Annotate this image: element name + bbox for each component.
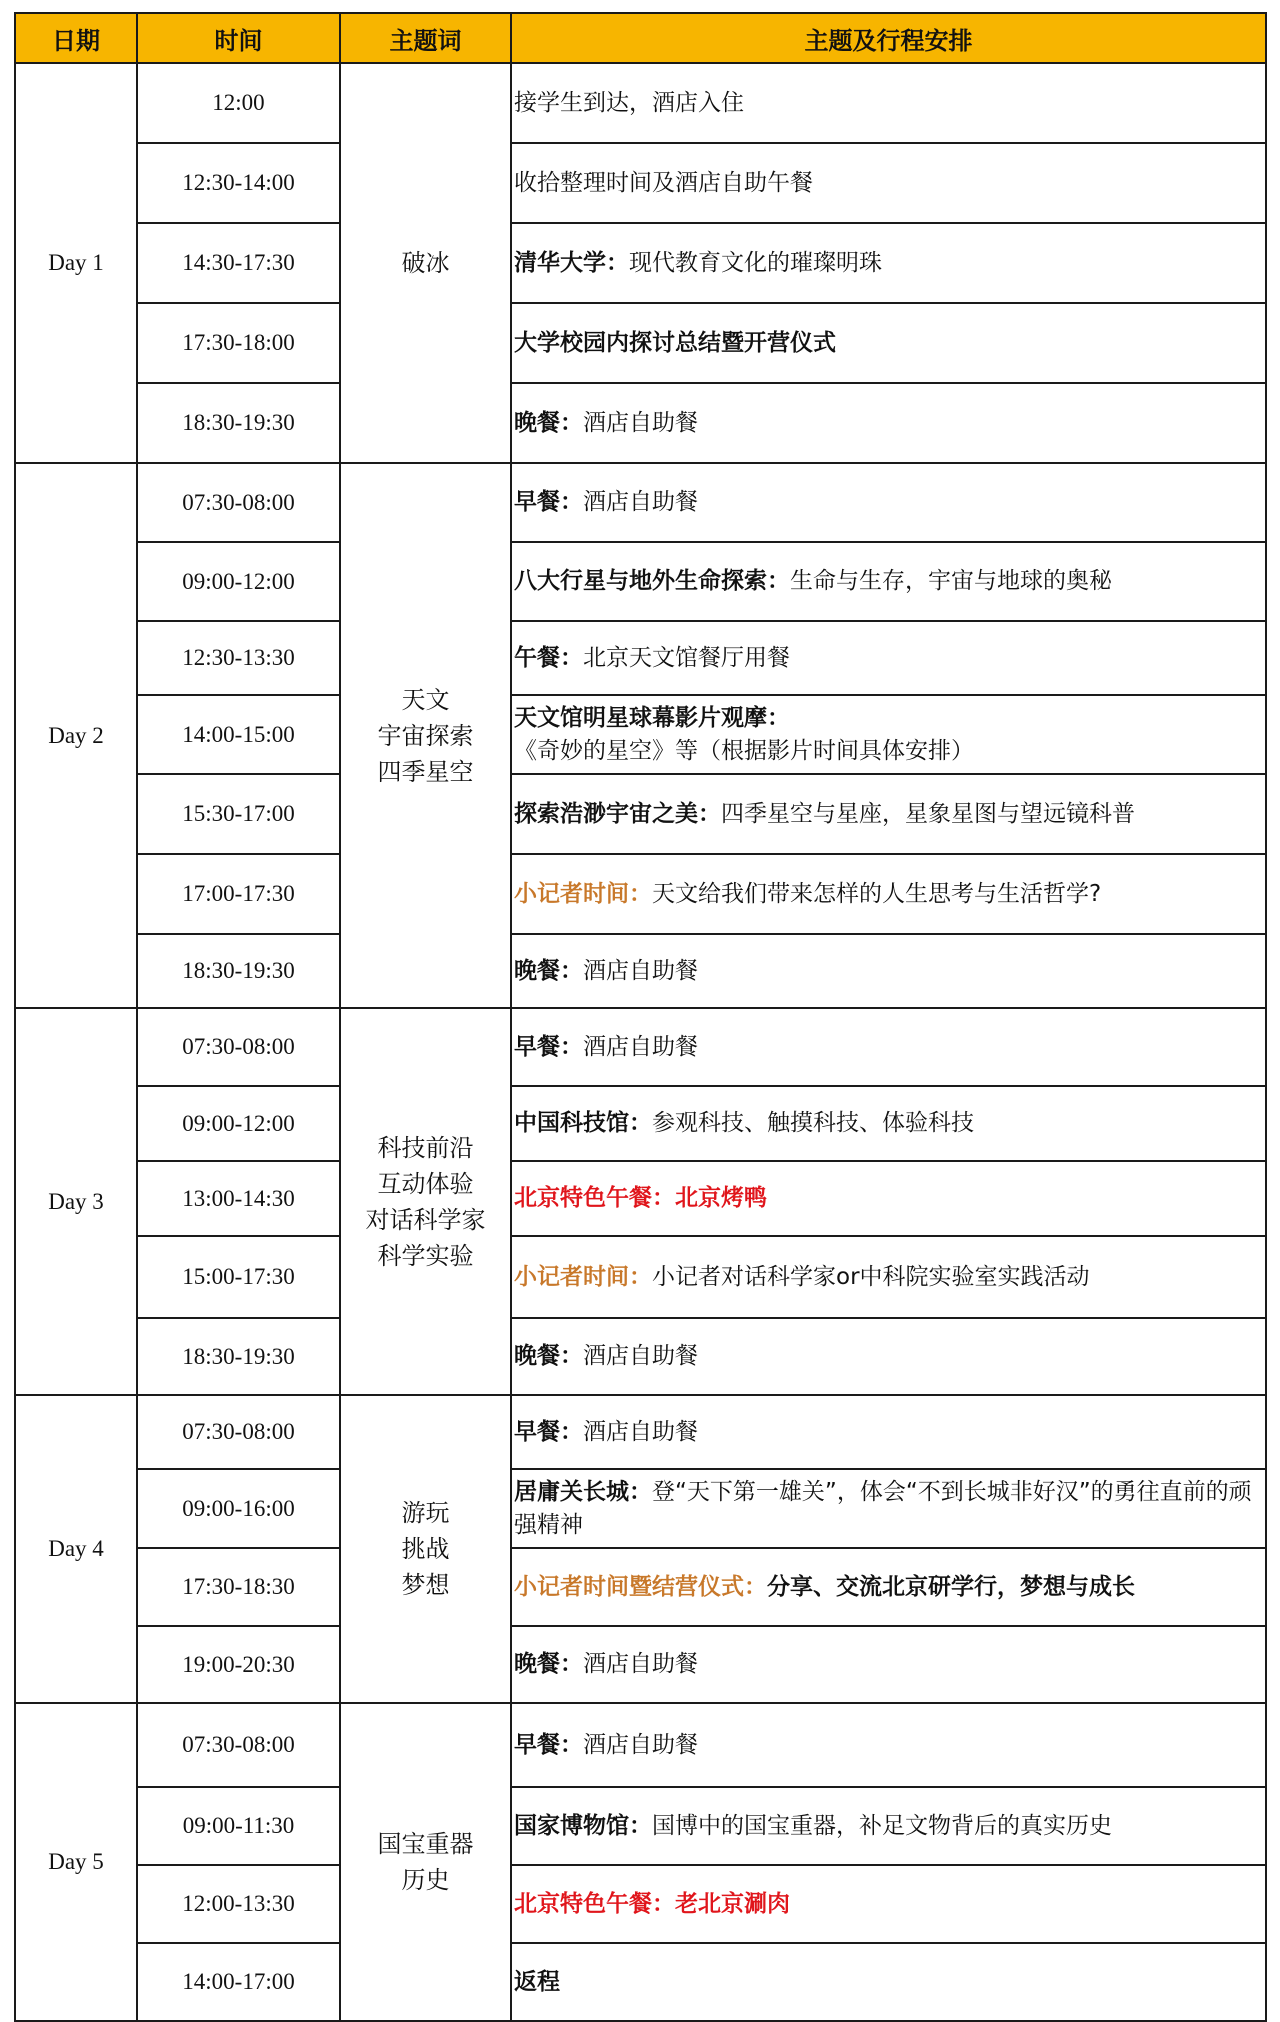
activity-label: 探索浩渺宇宙之美： <box>514 800 721 827</box>
time-cell: 13:00-14:30 <box>137 1161 340 1236</box>
activity-label: 北京特色午餐：老北京涮肉 <box>514 1890 790 1917</box>
activity-text: 酒店自助餐 <box>583 1731 698 1758</box>
time-cell: 07:30-08:00 <box>137 1395 340 1469</box>
table-row <box>15 1787 1266 1865</box>
activity-cell <box>511 1787 1266 1865</box>
activity-cell <box>511 695 1266 774</box>
header-theme: 主题词 <box>340 13 511 63</box>
table-row <box>15 1008 1266 1086</box>
table-row <box>15 1703 1266 1787</box>
activity-text: 酒店自助餐 <box>583 409 698 436</box>
time-cell: 09:00-12:00 <box>137 1086 340 1161</box>
activity-text: 四季星空与星座，星象星图与望远镜科普 <box>721 800 1135 827</box>
theme-line: 天文 <box>401 685 450 714</box>
activity-text: 北京天文馆餐厅用餐 <box>583 644 790 671</box>
schedule-table <box>14 12 1267 2022</box>
theme-line: 科技前沿 <box>377 1133 474 1162</box>
activity-cell <box>511 1703 1266 1787</box>
theme-line: 挑战 <box>401 1535 450 1563</box>
activity-cell <box>511 223 1266 303</box>
header-plan: 主题及行程安排 <box>511 13 1266 63</box>
activity-cell <box>511 1318 1266 1395</box>
theme-cell <box>340 1008 511 1395</box>
time-cell: 09:00-16:00 <box>137 1469 340 1548</box>
time-cell: 18:30-19:30 <box>137 934 340 1008</box>
activity-text: 酒店自助餐 <box>583 957 698 984</box>
activity-label: 大学校园内探讨总结暨开营仪式 <box>514 329 836 356</box>
time-cell: 14:00-15:00 <box>137 695 340 774</box>
theme-line: 历史 <box>401 1866 450 1894</box>
table-row <box>15 934 1266 1008</box>
theme-cell <box>340 463 511 1008</box>
day-label: Day 3 <box>15 1008 137 1395</box>
time-cell: 07:30-08:00 <box>137 1703 340 1787</box>
table-row <box>15 1395 1266 1469</box>
day-label: Day 2 <box>15 463 137 1008</box>
time-cell: 17:30-18:00 <box>137 303 340 383</box>
header-date: 日期 <box>15 13 137 63</box>
activity-cell <box>511 303 1266 383</box>
day-label: Day 1 <box>15 63 137 463</box>
table-row <box>15 854 1266 934</box>
table-row <box>15 1626 1266 1703</box>
activity-text: 登“天下第一雄关”，体会“不到长城非好汉”的勇往直前的顽强精神 <box>514 1478 1252 1538</box>
activity-label: 早餐： <box>514 1418 583 1445</box>
header-time: 时间 <box>137 13 340 63</box>
activity-cell <box>511 1548 1266 1626</box>
activity-text: 酒店自助餐 <box>583 1418 698 1445</box>
theme-line: 游玩 <box>401 1499 450 1527</box>
theme-cell <box>340 63 511 463</box>
activity-label: 清华大学： <box>514 249 629 276</box>
time-cell: 14:30-17:30 <box>137 223 340 303</box>
theme-cell <box>340 1703 511 2021</box>
header-row <box>15 13 1266 63</box>
activity-label: 晚餐： <box>514 1651 583 1677</box>
activity-text: 天文给我们带来怎样的人生思考与生活哲学? <box>652 880 1102 907</box>
activity-cell <box>511 1086 1266 1161</box>
theme-line: 互动体验 <box>377 1169 474 1198</box>
time-cell: 17:00-17:30 <box>137 854 340 934</box>
activity-text: 现代教育文化的璀璨明珠 <box>629 249 882 276</box>
theme-line: 科学实验 <box>377 1241 474 1270</box>
activity-label: 返程 <box>514 1968 560 1995</box>
activity-label: 国家博物馆： <box>514 1812 652 1839</box>
activity-text: 酒店自助餐 <box>583 1033 698 1060</box>
activity-text: 收拾整理时间及酒店自助午餐 <box>514 169 813 196</box>
activity-label: 晚餐： <box>514 409 583 436</box>
activity-cell <box>511 1161 1266 1236</box>
activity-cell <box>511 1943 1266 2021</box>
activity-label: 小记者时间暨结营仪式： <box>514 1573 767 1600</box>
activity-cell <box>511 1008 1266 1086</box>
activity-text: 酒店自助餐 <box>583 489 698 515</box>
activity-cell <box>511 621 1266 695</box>
table-row <box>15 1943 1266 2021</box>
activity-text: 酒店自助餐 <box>583 1651 698 1677</box>
activity-label: 早餐： <box>514 489 583 515</box>
activity-cell <box>511 774 1266 854</box>
activity-cell <box>511 1626 1266 1703</box>
activity-cell <box>511 63 1266 143</box>
table-row <box>15 1236 1266 1318</box>
activity-label: 中国科技馆： <box>514 1110 652 1136</box>
time-cell: 07:30-08:00 <box>137 463 340 542</box>
time-cell: 09:00-12:00 <box>137 542 340 621</box>
theme-line: 国宝重器 <box>377 1830 474 1858</box>
activity-label: 八大行星与地外生命探索： <box>514 568 790 594</box>
day-label: Day 4 <box>15 1395 137 1703</box>
activity-cell <box>511 463 1266 542</box>
activity-label: 晚餐： <box>514 957 583 984</box>
time-cell: 18:30-19:30 <box>137 1318 340 1395</box>
table-row <box>15 621 1266 695</box>
day-label: Day 5 <box>15 1703 137 2021</box>
activity-text: 国博中的国宝重器，补足文物背后的真实历史 <box>652 1812 1112 1839</box>
time-cell: 15:30-17:00 <box>137 774 340 854</box>
activity-cell <box>511 383 1266 463</box>
table-row <box>15 1086 1266 1161</box>
activity-cell <box>511 1865 1266 1943</box>
activity-cell <box>511 934 1266 1008</box>
activity-label: 天文馆明星球幕影片观摩： <box>514 704 790 731</box>
activity-cell <box>511 1395 1266 1469</box>
time-cell: 15:00-17:30 <box>137 1236 340 1318</box>
time-cell: 12:00 <box>137 63 340 143</box>
time-cell: 12:30-13:30 <box>137 621 340 695</box>
activity-text: 酒店自助餐 <box>583 1343 698 1369</box>
table-row <box>15 1161 1266 1236</box>
table-row <box>15 1469 1266 1548</box>
activity-text: 《奇妙的星空》等（根据影片时间具体安排） <box>514 737 974 764</box>
table-row <box>15 695 1266 774</box>
theme-cell <box>340 1395 511 1703</box>
table-row <box>15 463 1266 542</box>
activity-label: 小记者时间： <box>514 880 652 907</box>
time-cell: 14:00-17:00 <box>137 1943 340 2021</box>
time-cell: 17:30-18:30 <box>137 1548 340 1626</box>
table-row <box>15 383 1266 463</box>
theme-line: 四季星空 <box>377 757 474 786</box>
table-row <box>15 1865 1266 1943</box>
activity-text: 参观科技、触摸科技、体验科技 <box>652 1110 974 1136</box>
activity-cell <box>511 542 1266 621</box>
table-row <box>15 542 1266 621</box>
schedule <box>14 12 1267 2022</box>
activity-label: 早餐： <box>514 1033 583 1060</box>
activity-label: 午餐： <box>514 644 583 671</box>
activity-text: 生命与生存，宇宙与地球的奥秘 <box>790 568 1112 594</box>
table-row <box>15 1318 1266 1395</box>
time-cell: 19:00-20:30 <box>137 1626 340 1703</box>
activity-label: 晚餐： <box>514 1343 583 1369</box>
theme-line: 破冰 <box>401 249 450 277</box>
table-row <box>15 774 1266 854</box>
activity-label: 北京特色午餐：北京烤鸭 <box>514 1185 767 1211</box>
time-cell: 12:00-13:30 <box>137 1865 340 1943</box>
activity-cell <box>511 143 1266 223</box>
theme-line: 梦想 <box>401 1571 450 1599</box>
activity-label: 早餐： <box>514 1731 583 1758</box>
time-cell: 12:30-14:00 <box>137 143 340 223</box>
table-row <box>15 143 1266 223</box>
activity-cell <box>511 1469 1266 1548</box>
time-cell: 09:00-11:30 <box>137 1787 340 1865</box>
table-row <box>15 1548 1266 1626</box>
activity-text: 分享、交流北京研学行，梦想与成长 <box>767 1573 1135 1600</box>
theme-line: 对话科学家 <box>365 1205 486 1234</box>
activity-text: 小记者对话科学家or中科院实验室实践活动 <box>652 1263 1090 1290</box>
activity-cell <box>511 854 1266 934</box>
time-cell: 18:30-19:30 <box>137 383 340 463</box>
table-row <box>15 63 1266 143</box>
activity-label: 居庸关长城： <box>514 1478 652 1505</box>
theme-line: 宇宙探索 <box>377 721 474 750</box>
activity-label: 小记者时间： <box>514 1263 652 1290</box>
table-row <box>15 303 1266 383</box>
table-row <box>15 223 1266 303</box>
time-cell: 07:30-08:00 <box>137 1008 340 1086</box>
activity-cell <box>511 1236 1266 1318</box>
activity-text: 接学生到达，酒店入住 <box>514 89 744 116</box>
